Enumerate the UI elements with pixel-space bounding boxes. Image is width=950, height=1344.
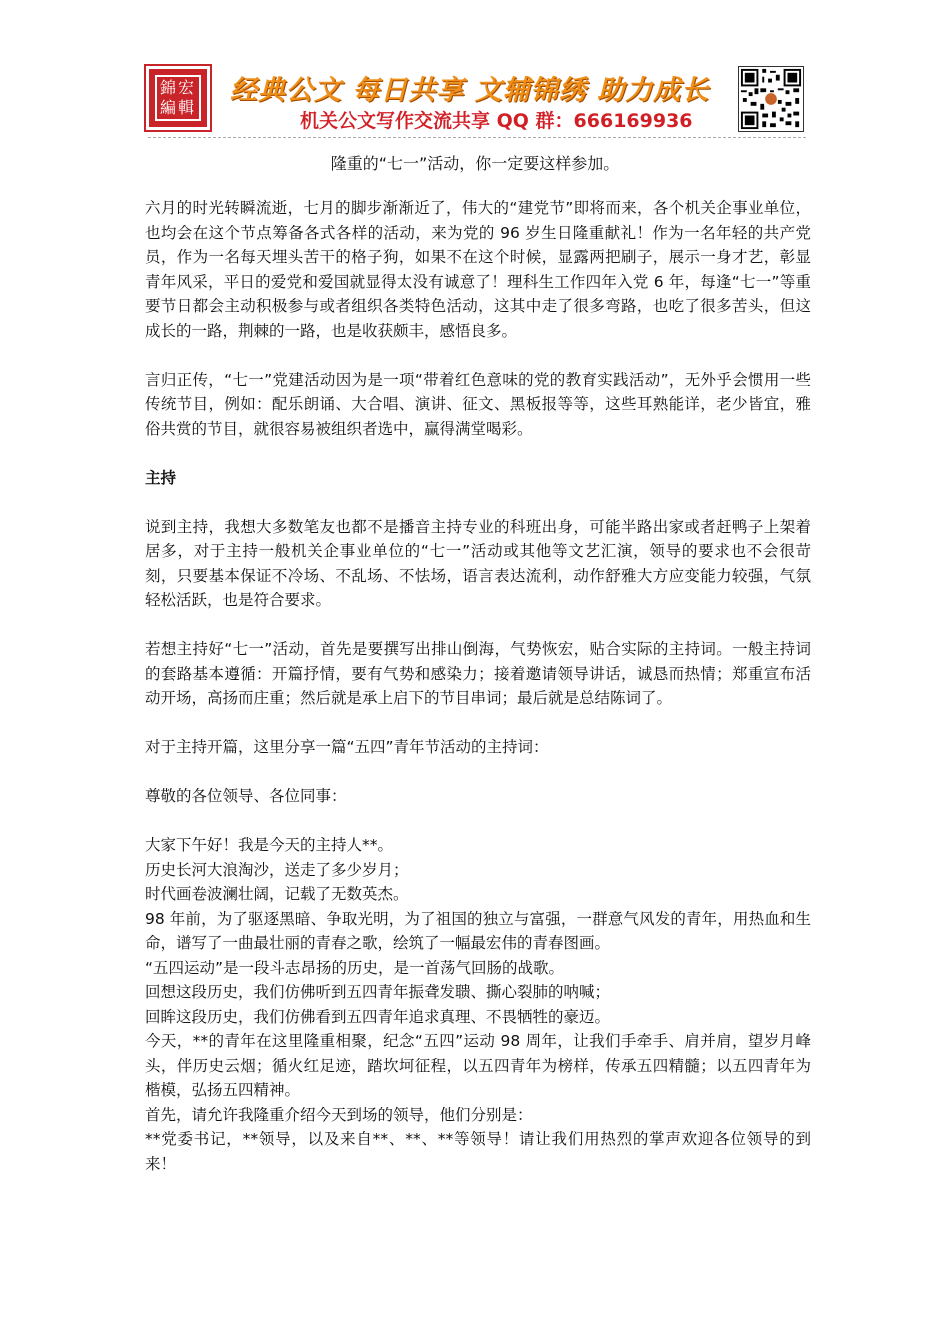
qr-code-icon — [738, 66, 804, 132]
speech-line: 98 年前，为了驱逐黑暗、争取光明，为了祖国的独立与富强，一群意气风发的青年，用热血和生命，谱写了一曲最壮丽的青春之歌，绘筑了一幅最宏伟的青春图画。 — [145, 909, 811, 952]
body-paragraph: 若想主持好“七一”活动，首先是要撰写出排山倒海，气势恢宏，贴合实际的主持词。一般主持词的套路基本遵循：开篇抒情，要有气势和感染力；接着邀请领导讲话，诚恳而热情；郑重宣布活动开场，高扬而庄重；然后就是承上启下的节目串词；最后就是总结陈词了。 — [145, 640, 811, 707]
brand-logo — [146, 66, 210, 130]
speech-line: 回眸这段历史，我们仿佛看到五四青年追求真理、不畏牺牲的豪迈。 — [145, 1007, 611, 1026]
document-body — [145, 196, 811, 1176]
speech-block — [145, 833, 811, 1176]
header-slogan: 经典公文 每日共享 文辅锦绣 助力成长 — [230, 75, 710, 106]
page-header — [0, 0, 950, 140]
body-paragraph: 说到主持，我想大多数笔友也都不是播音主持专业的科班出身，可能半路出家或者赶鸭子上架着居多，对于主持一般机关企事业单位的“七一”活动或其他等文艺汇演，领导的要求也不会很苛刻，只要基本保证不冷场、不乱场、不怯场，语言表达流利，动作舒雅大方应变能力较强，气氛轻松活跃，也是符合要求。 — [145, 517, 811, 609]
body-paragraph: 尊敬的各位领导、各位同事： — [145, 787, 347, 805]
speech-line: 大家下午好！我是今天的主持人**。 — [145, 836, 394, 854]
speech-line: 历史长河大浪淘沙，送走了多少岁月； — [145, 860, 409, 879]
body-paragraph: 六月的时光转瞬流逝，七月的脚步渐渐近了，伟大的“建党节”即将而来，各个机关企事业单位，也均会在这个节点筹备各式各样的活动，来为党的 96 岁生日隆重献礼！作为一名年轻的共产党员，作为一名每天埋头苦干的格子狗，如果不在这个时候，显露两把刷子，展示一身才艺，彰显青年风采，平日的爱党和爱国就显得太没有诚意了！理科生工作四年入党 6 年，每逢“七一”等重要节日都会主动积极参与或者组织各类特色活动，这其中走了很多弯路，也吃了很多苦头，但这成长的一路，荆棘的一路，也是收获颇丰，感悟良多。 — [145, 199, 811, 340]
brand-logo-text: 錦宏編輯 — [155, 75, 201, 121]
speech-line: 首先，请允许我隆重介绍今天到场的领导，他们分别是： — [145, 1105, 533, 1124]
document-title: 隆重的“七一”活动，你一定要这样参加。 — [330, 154, 620, 173]
section-heading: 主持 — [145, 468, 177, 487]
speech-line: 回想这段历史，我们仿佛听到五四青年振聋发聩、撕心裂肺的呐喊； — [145, 983, 611, 1001]
speech-line: 今天，**的青年在这里隆重相聚，纪念“五四”运动 98 周年，让我们手牵手、肩并肩，望岁月峰头，伴历史云烟；循火红足迹，踏坎坷征程，以五四青年为榜样，传承五四精髓；以五四青年为楷模，弘扬五四精神。 — [145, 1032, 811, 1099]
speech-line: **党委书记，**领导，以及来自**、**、**等领导！请让我们用热烈的掌声欢迎各位领导的到来！ — [145, 1130, 811, 1173]
body-paragraph: 言归正传，“七一”党建活动因为是一项“带着红色意味的党的教育实践活动”，无外乎会惯用一些传统节目，例如：配乐朗诵、大合唱、演讲、征文、黑板报等等，这些耳熟能详，老少皆宜，雅俗共赏的节目，就很容易被组织者选中，赢得满堂喝彩。 — [145, 370, 811, 438]
speech-line: “五四运动”是一段斗志昂扬的历史，是一首荡气回肠的战歌。 — [145, 958, 565, 977]
header-divider — [148, 137, 806, 138]
body-paragraph: 对于主持开篇，这里分享一篇“五四”青年节活动的主持词： — [145, 738, 549, 756]
header-qq-group: 机关公文写作交流共享 QQ 群：666169936 — [300, 110, 693, 132]
speech-line: 时代画卷波澜壮阔，记载了无数英杰。 — [145, 885, 409, 903]
